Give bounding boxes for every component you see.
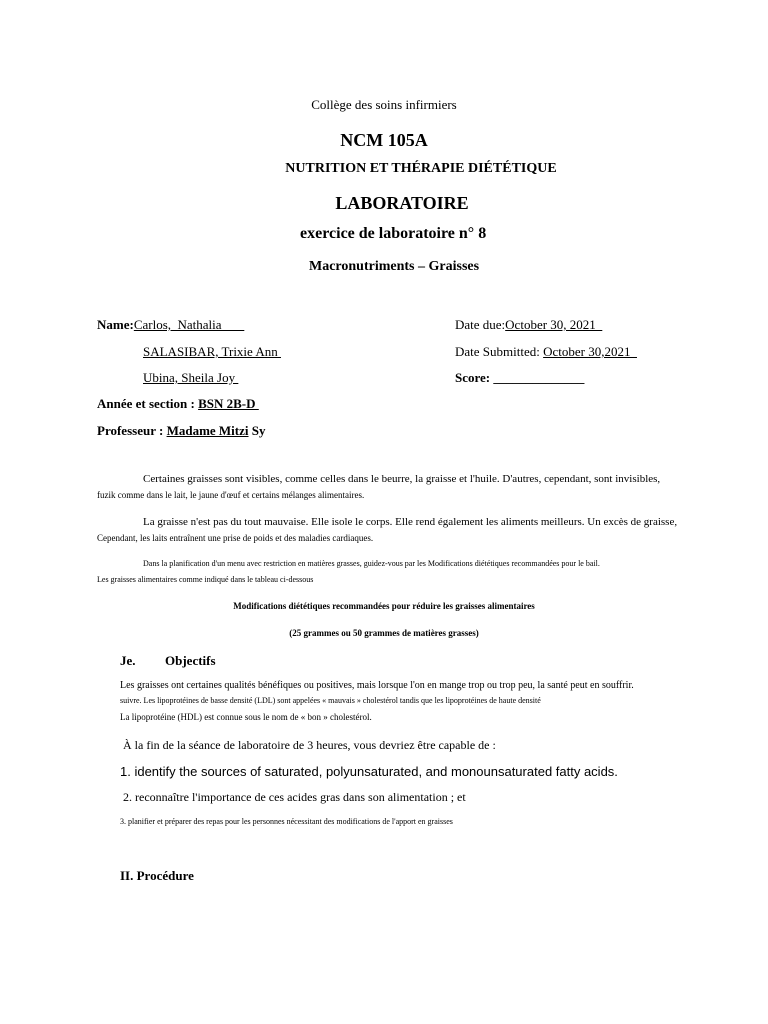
objectives-line1: Les graisses ont certaines qualités bénéfiques ou positives, mais lorsque l'on en mange trop ou trop peu, la santé peut en souffrir. (120, 680, 634, 691)
objective-item-3: 3. planifier et préparer des repas pour les personnes nécessitant des modifications de l'apport en graisses (120, 817, 453, 826)
date-submitted-label: Date Submitted: (455, 344, 544, 359)
name-label: Name: (97, 317, 134, 332)
name-3: Ubina, Sheila Joy (143, 370, 239, 385)
course-title: NUTRITION ET THÉRAPIE DIÉTÉTIQUE (285, 161, 557, 176)
topic-title: Macronutriments – Graisses (309, 259, 480, 274)
year-section-label: Année et section : (97, 396, 199, 411)
score-blank: ______________ (493, 370, 585, 385)
course-code: NCM 105A (340, 130, 428, 150)
score-row (455, 370, 584, 386)
objective-item-1: 1. identify the sources of saturated, polyunsaturated, and monounsaturated fatty acids. (120, 764, 618, 779)
objectives-line2: suivre. Les lipoprotéines de basse densité (LDL) sont appelées « mauvais » cholestérol tandis que les lipoprotéines de haute densité (120, 696, 541, 705)
date-due-label: Date due: (455, 317, 506, 332)
exercise-title: exercice de laboratoire n° 8 (300, 225, 487, 242)
date-due-row (455, 317, 602, 333)
score-label: Score: (455, 370, 494, 385)
lab-title: LABORATOIRE (335, 193, 469, 213)
professor-row (97, 423, 266, 439)
name-2: SALASIBAR, Trixie Ann (143, 344, 281, 359)
table-subtitle: (25 grammes ou 50 grammes de matières grasses) (289, 628, 479, 638)
objectives-number: Je. (120, 653, 136, 668)
college-name: Collège des soins infirmiers (311, 97, 457, 112)
intro-p2-line1: La graisse n'est pas du tout mauvaise. Elle isole le corps. Elle rend également les aliments meilleurs. Un excès de graisse, (143, 516, 678, 528)
date-submitted: October 30,2021 (543, 344, 637, 359)
professor-suffix: Sy (248, 423, 266, 438)
objectives-line3: La lipoprotéine (HDL) est connue sous le nom de « bon » cholestérol. (120, 712, 372, 722)
intro-p1-line1: Certaines graisses sont visibles, comme celles dans le beurre, la graisse et l'huile. D'autres, cependant, sont invisibles, (143, 473, 661, 485)
name-row (97, 317, 244, 333)
intro-p2-line2: Cependant, les laits entraînent une prise de poids et des maladies cardiaques. (97, 533, 374, 543)
date-due: October 30, 2021 (505, 317, 603, 332)
objectives-intro: À la fin de la séance de laboratoire de 3 heures, vous devriez être capable de : (120, 738, 496, 752)
professor-name: Madame Mitzi (166, 423, 249, 438)
name-1: Carlos, Nathalia (133, 317, 245, 332)
intro-p3-line1: Dans la planification d'un menu avec restriction en matières grasses, guidez-vous par les Modifications diététiques recommandées pour le bail. (143, 559, 600, 568)
objective-item-2: 2. reconnaître l'importance de ces acides gras dans son alimentation ; et (120, 790, 466, 804)
table-title: Modifications diététiques recommandées pour réduire les graisses alimentaires (233, 601, 535, 611)
year-section: BSN 2B-D (198, 396, 259, 411)
year-section-row (97, 396, 259, 412)
professor-label: Professeur : (97, 423, 167, 438)
objectives-title: Objectifs (165, 653, 216, 668)
date-submitted-row (455, 344, 637, 360)
procedure-title: II. Procédure (120, 868, 194, 883)
intro-p3-line2: Les graisses alimentaires comme indiqué dans le tableau ci-dessous (97, 575, 314, 584)
intro-p1-line2: fuzik comme dans le lait, le jaune d'œuf et certains mélanges alimentaires. (97, 490, 365, 500)
